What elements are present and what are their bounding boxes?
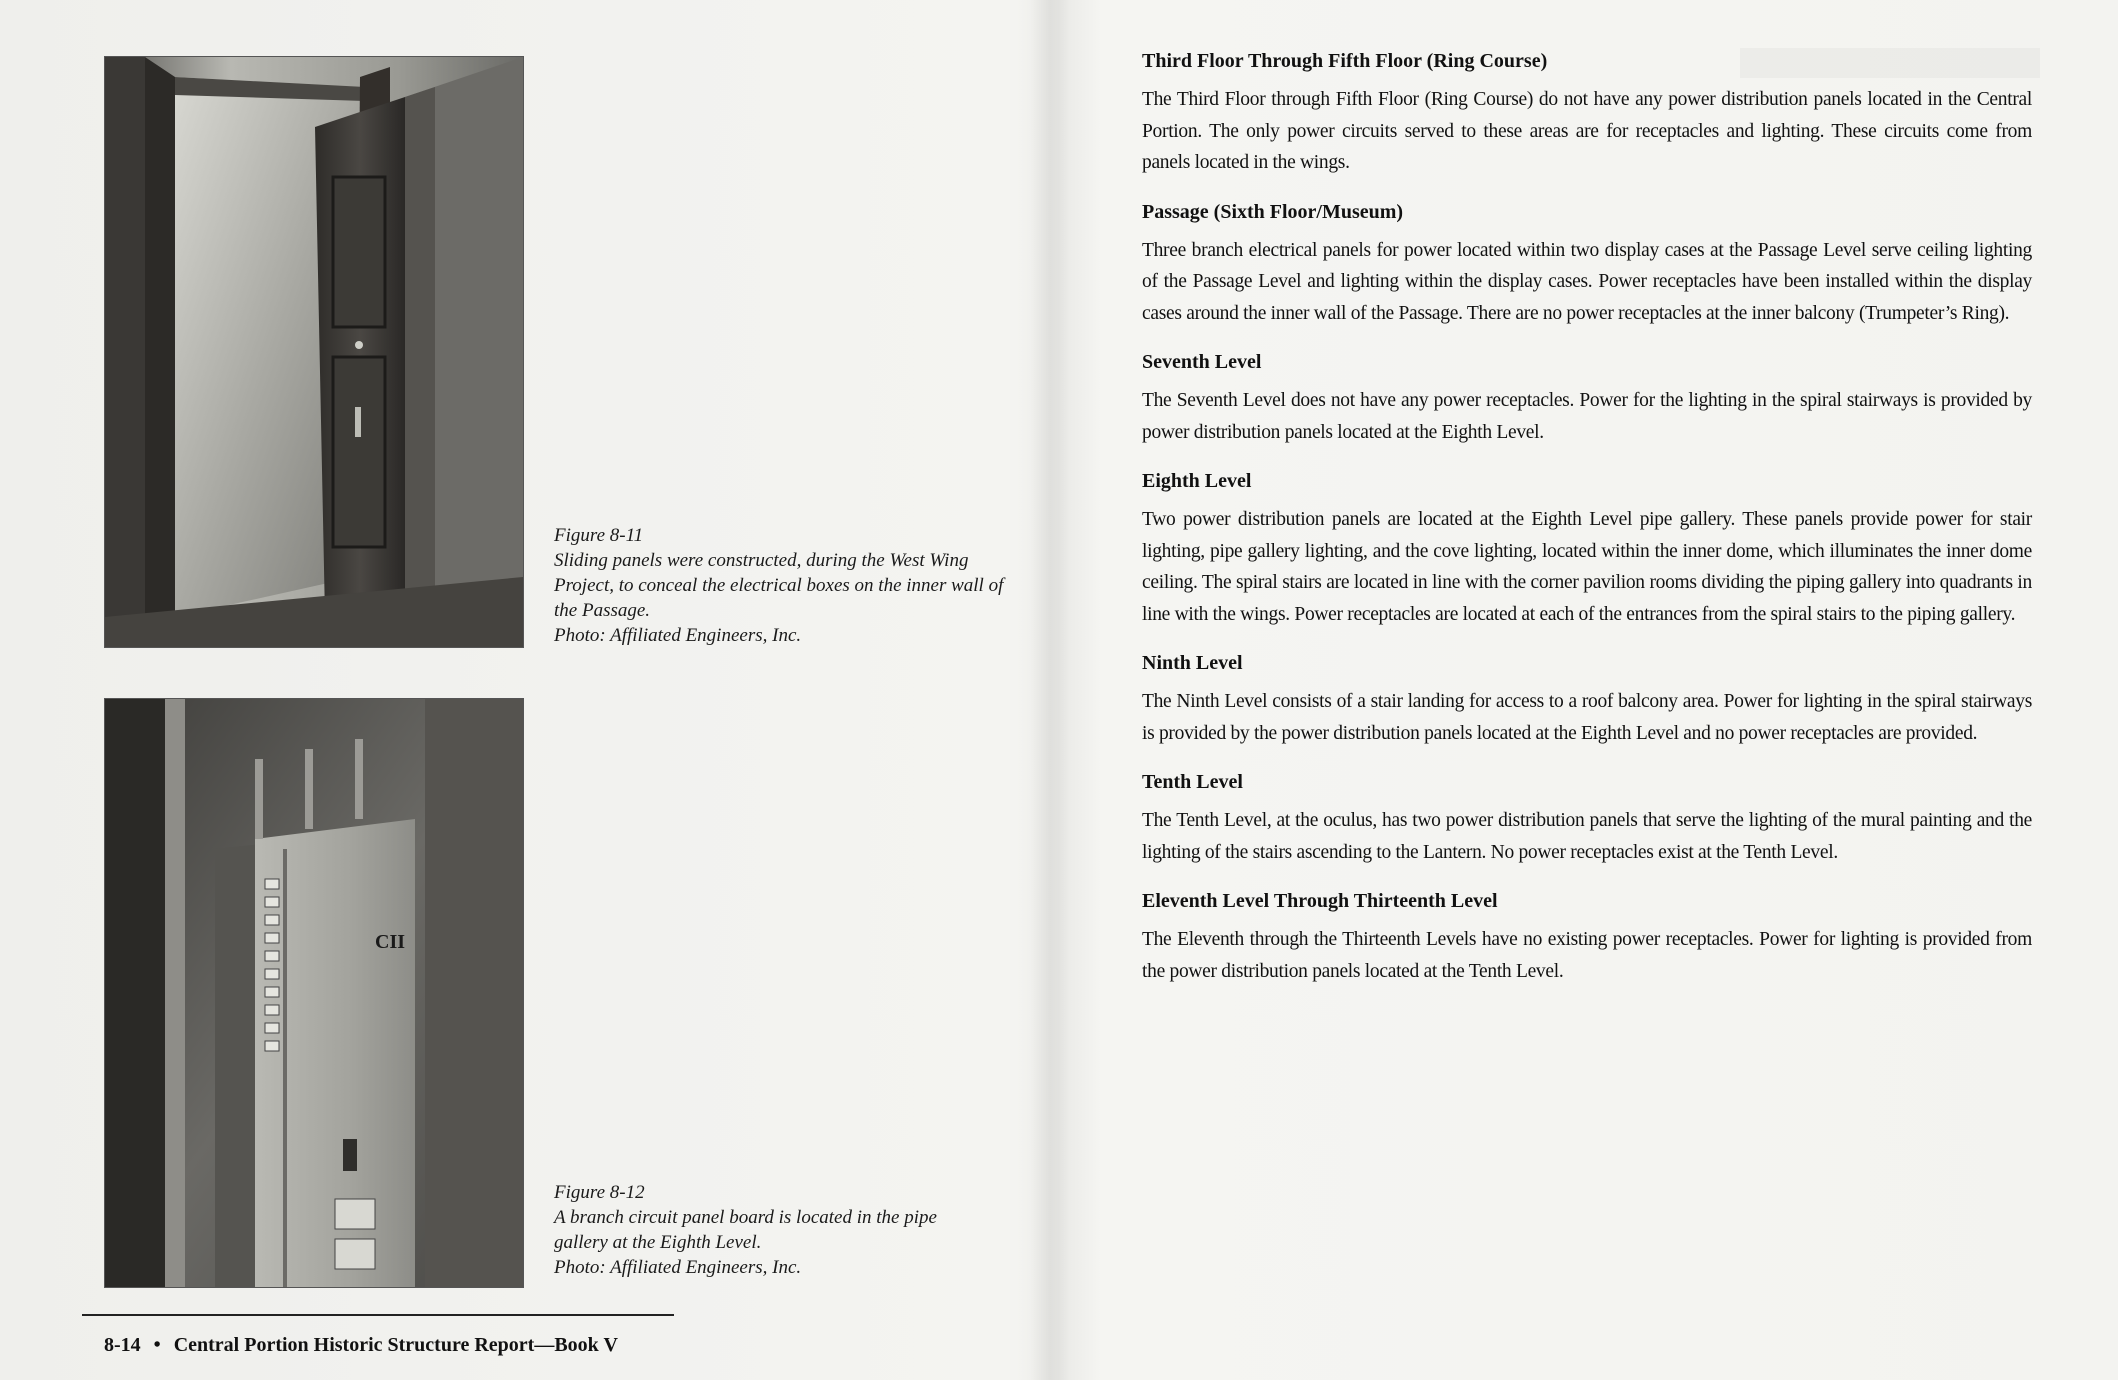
page-footer <box>104 1334 618 1357</box>
figure-8-12-photo <box>104 698 524 1288</box>
figure-credit: Photo: Affiliated Engineers, Inc. <box>554 625 802 646</box>
right-page-text <box>1142 48 2032 1007</box>
section-tenth-level <box>1142 769 2032 868</box>
running-title: Central Portion Historic Structure Report—Book V <box>173 1334 618 1356</box>
section-body: The Seventh Level does not have any power receptacles. Power for the lighting in the spiral stairways is provided by power distribution panels located at the Eighth Level. <box>1142 390 2032 443</box>
section-body: The Third Floor through Fifth Floor (Ring Course) do not have any power distribution panels located in the Central Portion. The only power circuits served to these areas are for receptacles and lighting. These circuits come from panels located in the wings. <box>1142 89 2032 173</box>
section-seventh-level <box>1142 349 2032 448</box>
figure-caption-text: A branch circuit panel board is located in the pipe gallery at the Eighth Level. <box>554 1207 937 1253</box>
figure-label: Figure 8-12 <box>554 1182 645 1203</box>
section-heading: Third Floor Through Fifth Floor (Ring Course) <box>1142 50 1548 72</box>
section-body: The Ninth Level consists of a stair landing for access to a roof balcony area. Power for lighting in the spiral stairways is provided by the power distribution panels located at the Eighth Level and no power receptacles are provided. <box>1142 691 2032 744</box>
section-heading: Ninth Level <box>1142 652 1243 674</box>
gutter-shadow <box>1030 0 1070 1380</box>
section-eighth-level <box>1142 468 2032 630</box>
footer-rule <box>82 1314 674 1316</box>
section-passage <box>1142 199 2032 330</box>
section-heading: Passage (Sixth Floor/Museum) <box>1142 200 1404 223</box>
footer-separator: • <box>153 1334 161 1356</box>
section-heading: Tenth Level <box>1142 771 1243 793</box>
section-heading: Eighth Level <box>1142 470 1252 492</box>
section-body: Three branch electrical panels for power located within two display cases at the Passage Level serve ceiling lighting of the Passage Level and lighting within the display cases. Power receptacles have been installed within the display cases around the inner wall of the Passage. There are no power receptacles at the inner balcony (Trumpeter’s Ring). <box>1142 239 2032 324</box>
section-ninth-level <box>1142 650 2032 749</box>
section-heading: Seventh Level <box>1142 351 1262 373</box>
figure-credit: Photo: Affiliated Engineers, Inc. <box>554 1257 802 1278</box>
section-third-through-fifth-floor <box>1142 48 2032 179</box>
section-heading: Eleventh Level Through Thirteenth Level <box>1142 890 1498 912</box>
section-body: The Tenth Level, at the oculus, has two power distribution panels that serve the lighting of the mural painting and the lighting of the stairs ascending to the Lantern. No power receptacles exist at the Tenth Level. <box>1142 810 2032 863</box>
figure-8-11-photo <box>104 56 524 648</box>
figure-label: Figure 8-11 <box>554 525 644 546</box>
section-eleventh-through-thirteenth-level <box>1142 888 2032 987</box>
section-body: The Eleventh through the Thirteenth Levels have no existing power receptacles. Power for lighting is provided from the power distribution panels located at the Tenth Level. <box>1142 929 2032 982</box>
figure-8-11-caption <box>554 523 1004 648</box>
figure-caption-text: Sliding panels were constructed, during the West Wing Project, to conceal the electrical boxes on the inner wall of the Passage. <box>554 550 1004 621</box>
section-body: Two power distribution panels are located at the Eighth Level pipe gallery. These panels provide power for stair lighting, pipe gallery lighting, and the cove lighting, located within the inner dome, which illuminates the inner dome ceiling. The spiral stairs are located in line with the corner pavilion rooms dividing the piping gallery into quadrants in line with the wings. Power receptacles are located at each of the entrances from the spiral stairs to the piping gallery. <box>1142 509 2032 625</box>
page-number: 8-14 <box>104 1334 141 1356</box>
figure-8-12-caption <box>554 1180 984 1280</box>
panel-marking: CII <box>375 931 406 953</box>
